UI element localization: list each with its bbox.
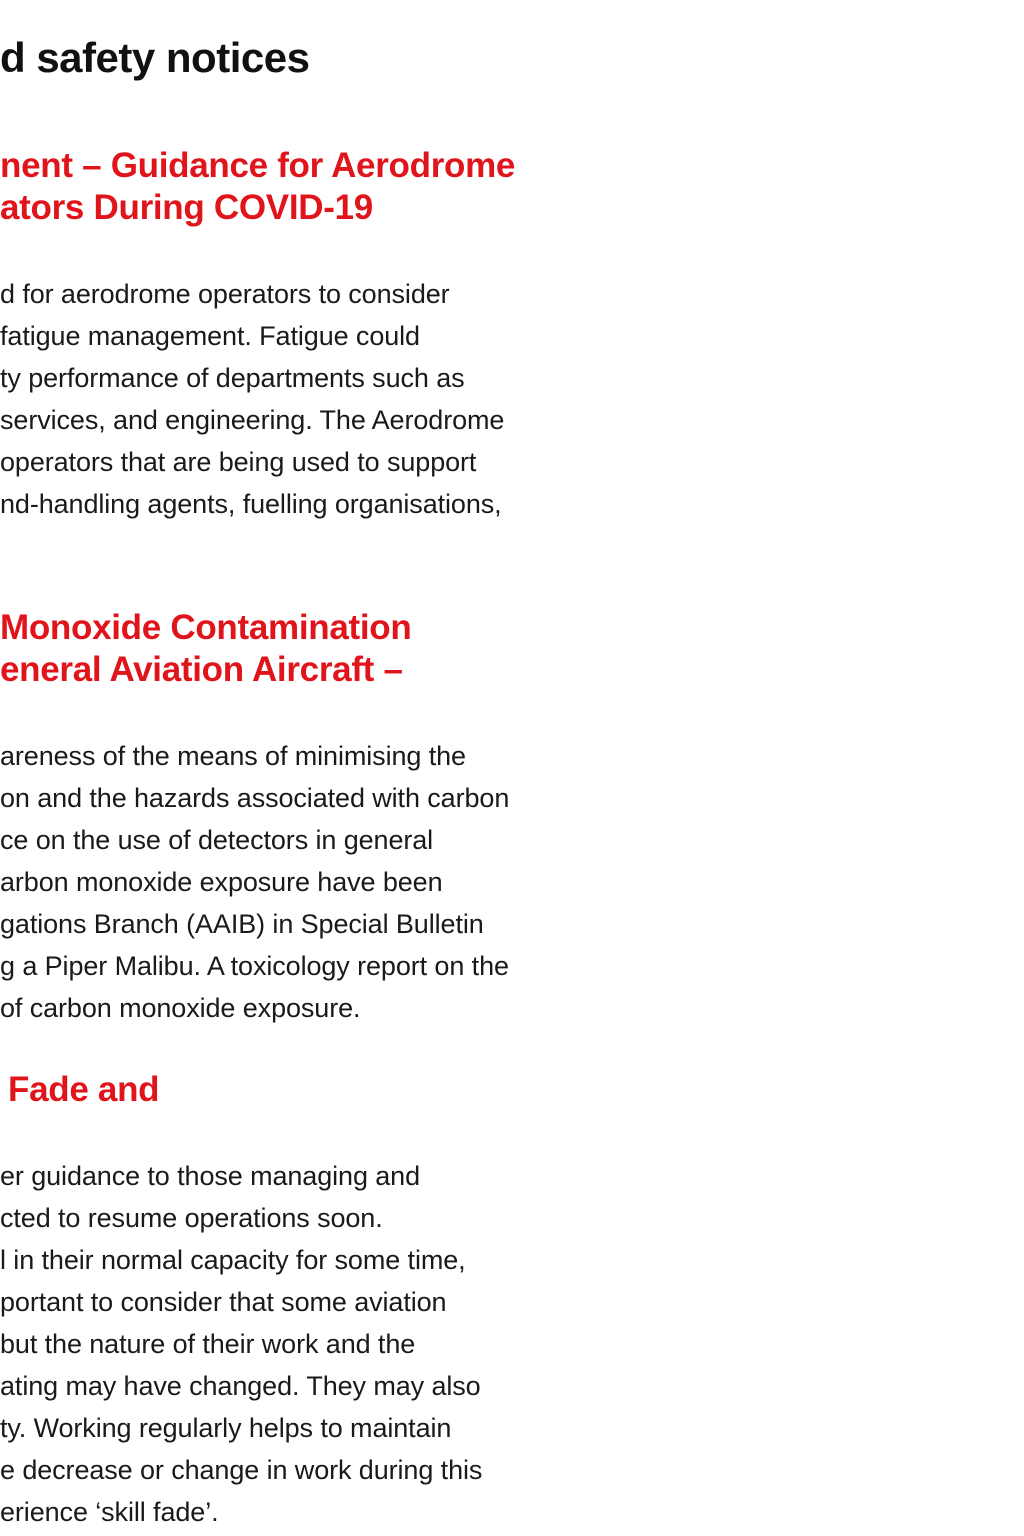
- notice-body-line: operators that are being used to support: [0, 447, 477, 477]
- notice-body-line: on and the hazards associated with carbon: [0, 783, 510, 813]
- notice-body-line: erience ‘skill fade’.: [0, 1497, 219, 1527]
- notice-body-line: g a Piper Malibu. A toxicology report on the: [0, 951, 509, 981]
- notice-heading: ators During COVID-19: [0, 188, 373, 227]
- notice-body-line: nd-handling agents, fuelling organisations,: [0, 489, 502, 519]
- notice-body-line: areness of the means of minimising the: [0, 741, 466, 771]
- notice-body-line: ce on the use of detectors in general: [0, 825, 434, 855]
- notice-body-line: ty. Working regularly helps to maintain: [0, 1413, 452, 1443]
- notice-body-line: er guidance to those managing and: [0, 1161, 421, 1191]
- notice-body-line: fatigue management. Fatigue could: [0, 321, 420, 351]
- notice-body-line: d for aerodrome operators to consider: [0, 279, 450, 309]
- notice-body-line: e decrease or change in work during this: [0, 1455, 483, 1485]
- notice-body-line: gations Branch (AAIB) in Special Bulletin: [0, 909, 484, 939]
- notice-heading: nent – Guidance for Aerodrome: [0, 146, 516, 185]
- notice-body-line: portant to consider that some aviation: [0, 1287, 447, 1317]
- notice-body-line: services, and engineering. The Aerodrome: [0, 405, 505, 435]
- notice-heading: Monoxide Contamination: [0, 608, 412, 647]
- notice-body-line: cted to resume operations soon.: [0, 1203, 383, 1233]
- notice-body-line: ty performance of departments such as: [0, 363, 465, 393]
- notice-body-line: of carbon monoxide exposure.: [0, 993, 361, 1023]
- notice-heading: Fade and: [8, 1070, 160, 1109]
- notice-body-line: l in their normal capacity for some time,: [0, 1245, 466, 1275]
- notice-body-line: but the nature of their work and the: [0, 1329, 416, 1359]
- notice-heading: eneral Aviation Aircraft –: [0, 650, 403, 689]
- page-title: d safety notices: [0, 34, 310, 81]
- notice-body-line: ating may have changed. They may also: [0, 1371, 481, 1401]
- notice-body-line: arbon monoxide exposure have been: [0, 867, 443, 897]
